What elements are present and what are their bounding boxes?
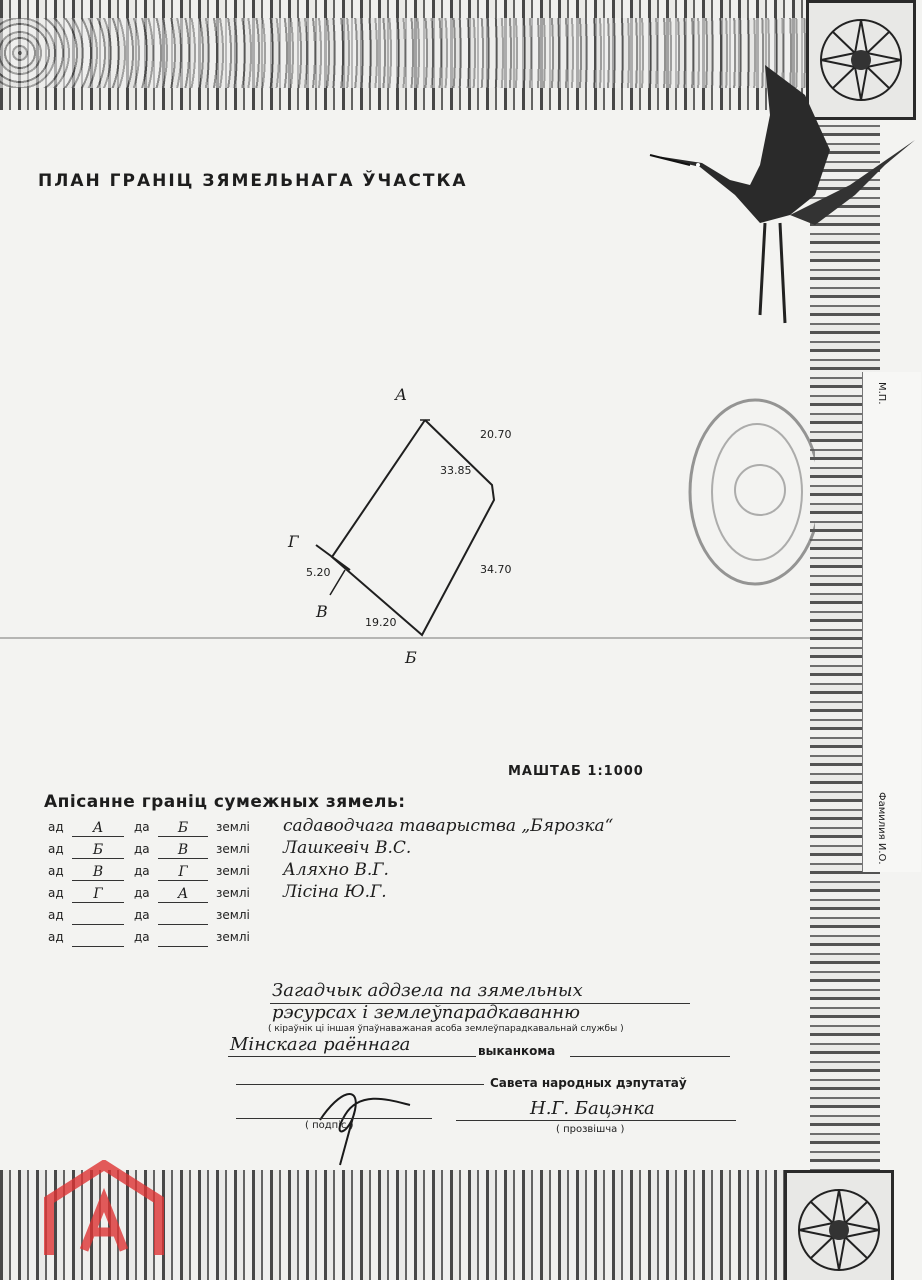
district-name: Мінскага раённага	[230, 1034, 411, 1055]
to-label: да	[134, 864, 150, 878]
land-label: землі	[216, 864, 250, 878]
document-title: ПЛАН ГРАНІЦ ЗЯМЕЛЬНАГА ЎЧАСТКА	[38, 171, 468, 191]
from-point: Г	[72, 886, 124, 903]
to-point: В	[158, 842, 208, 859]
land-label: землі	[216, 908, 250, 922]
from-point: А	[72, 820, 124, 837]
to-point: Г	[158, 864, 208, 881]
to-label: да	[134, 930, 150, 944]
segment-ab-length: 20.70	[480, 428, 512, 441]
signature-caption: ( подпіс )	[305, 1120, 354, 1131]
to-point	[158, 908, 208, 925]
from-label: ад	[48, 820, 64, 834]
segment-vg-length: 5.20	[306, 566, 331, 579]
position-line-1: Загадчык аддзела па зямельных	[272, 980, 583, 1001]
attached-side-strip	[862, 372, 921, 872]
stork-illustration	[640, 55, 920, 335]
from-point	[72, 908, 124, 925]
mp-label: М.П.	[876, 382, 887, 405]
from-label: ад	[48, 864, 64, 878]
adjacent-owner: садаводчага таварыства „Бярозка“	[283, 816, 614, 836]
point-label-g: Г	[288, 532, 299, 551]
council-label: Савета народных дэпутатаў	[490, 1076, 687, 1090]
land-label: землі	[216, 886, 250, 900]
point-label-b: Б	[405, 648, 417, 667]
surname-caption: ( прозвішча )	[556, 1124, 625, 1135]
to-label: да	[134, 820, 150, 834]
corner-rosette-bottom-right	[784, 1170, 894, 1280]
segment-side-length: 34.70	[480, 563, 512, 576]
adjacent-lands-heading: Апісанне граніц сумежных зямель:	[44, 792, 406, 812]
from-label: ад	[48, 842, 64, 856]
surname-underline	[456, 1120, 736, 1121]
to-label: да	[134, 908, 150, 922]
from-label: ад	[48, 930, 64, 944]
watermark-logo	[44, 1160, 164, 1260]
point-label-v: В	[316, 602, 328, 621]
plot-boundary-plan	[270, 380, 530, 680]
from-point	[72, 930, 124, 947]
position-line-2: рэсурсах і землеўпарадкаванню	[272, 1002, 580, 1023]
to-point: А	[158, 886, 208, 903]
to-point	[158, 930, 208, 947]
to-label: да	[134, 842, 150, 856]
adjacent-owner: Лісіна Ю.Г.	[283, 882, 387, 902]
district-underline	[228, 1056, 476, 1057]
land-label: землі	[216, 820, 250, 834]
plan-scale: МАШТАБ 1:1000	[508, 764, 644, 779]
committee-underline	[570, 1056, 730, 1057]
segment-ga-length: 33.85	[440, 464, 472, 477]
adjacent-owner: Аляхно В.Г.	[283, 860, 389, 880]
from-point: Б	[72, 842, 124, 859]
signature-underline	[236, 1118, 432, 1119]
position-caption: ( кіраўнік ці іншая ўпаўнаважаная асоба землеўпарадкавальнай службы )	[268, 1024, 624, 1034]
official-stamp	[685, 395, 815, 590]
official-surname: Н.Г. Бацэнка	[530, 1098, 655, 1119]
executive-committee-label: выканкома	[478, 1044, 556, 1058]
to-point: Б	[158, 820, 208, 837]
land-label: землі	[216, 842, 250, 856]
land-label: землі	[216, 930, 250, 944]
to-label: да	[134, 886, 150, 900]
point-label-a: А	[395, 385, 408, 404]
from-label: ад	[48, 886, 64, 900]
from-label: ад	[48, 908, 64, 922]
adjacent-owner: Лашкевіч В.С.	[283, 838, 412, 858]
name-caption: Фамилия И.О.	[876, 792, 887, 865]
from-point: В	[72, 864, 124, 881]
segment-bv-length: 19.20	[365, 616, 397, 629]
